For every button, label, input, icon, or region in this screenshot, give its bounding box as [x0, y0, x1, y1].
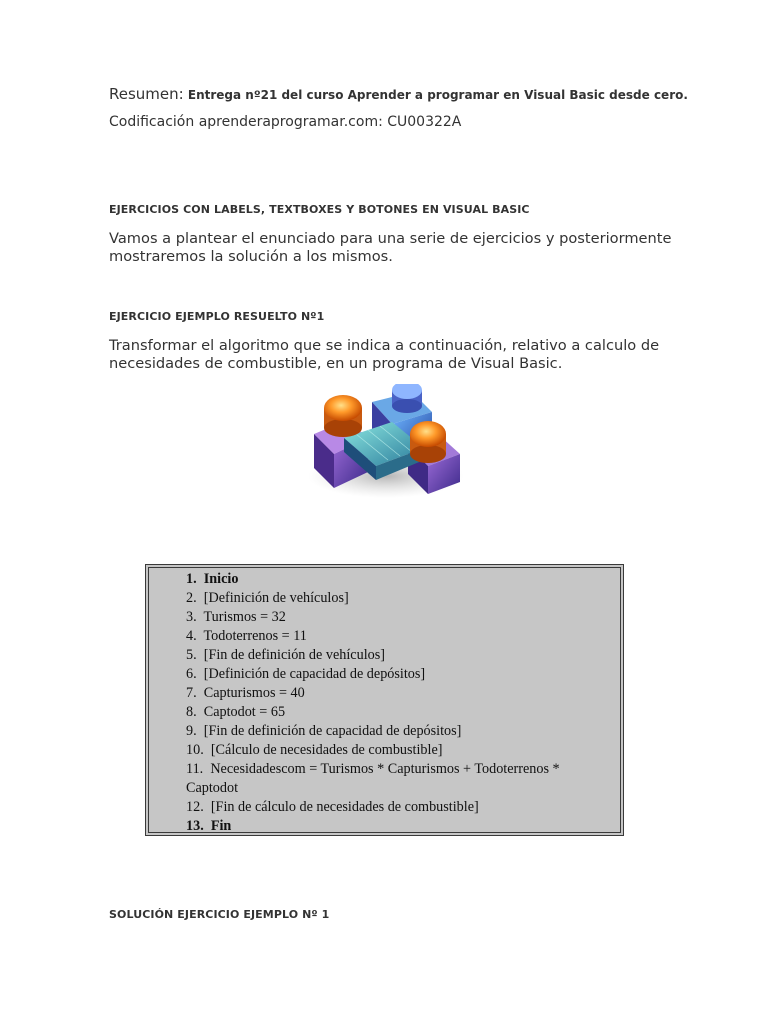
algorithm-list [186, 570, 606, 836]
exercise-paragraph-line-1: Transformar el algoritmo que se indica a continuación, relativo a calculo de [109, 337, 660, 354]
exercise-paragraph [109, 337, 669, 373]
section-heading-exercises: EJERCICIOS CON LABELS, TEXTBOXES Y BOTONES EN VISUAL BASIC [109, 203, 530, 216]
algorithm-step-text: [Definición de capacidad de depósitos] [203, 666, 426, 682]
algorithm-step [186, 684, 606, 703]
algorithm-step-number: 6. [186, 666, 197, 682]
algorithm-step-number: 11. [186, 761, 204, 777]
algorithm-step-number: 13. [186, 818, 204, 834]
algorithm-step [186, 703, 606, 722]
algorithm-step [186, 608, 606, 627]
algorithm-step-number: 12. [186, 799, 204, 815]
algorithm-step [186, 760, 606, 798]
algorithm-step [186, 817, 606, 836]
algorithm-step-text: Turismos = 32 [203, 609, 286, 625]
algorithm-step-number: 7. [186, 685, 197, 701]
algorithm-step [186, 741, 606, 760]
algorithm-step [186, 570, 606, 589]
summary-text: Entrega nº21 del curso Aprender a programar en Visual Basic desde cero. [183, 88, 688, 102]
algorithm-step [186, 627, 606, 646]
algorithm-step-number: 8. [186, 704, 197, 720]
section-heading-example-1: EJERCICIO EJEMPLO RESUELTO Nº1 [109, 310, 325, 323]
algorithm-step-number: 1. [186, 571, 197, 587]
algorithm-step-text: Capturismos = 40 [203, 685, 305, 701]
coding-line: Codificación aprenderaprogramar.com: CU00322A [109, 114, 462, 130]
algorithm-step-text: [Fin de definición de capacidad de depósitos] [203, 723, 462, 739]
algorithm-step [186, 646, 606, 665]
algorithm-step-number: 10. [186, 742, 204, 758]
algorithm-step-text: [Fin de definición de vehículos] [203, 647, 385, 663]
exercise-paragraph-line-2: necesidades de combustible, en un programa de Visual Basic. [109, 355, 563, 372]
algorithm-step [186, 665, 606, 684]
algorithm-step-text: Todoterrenos = 11 [203, 628, 307, 644]
algorithm-step-number: 4. [186, 628, 197, 644]
algorithm-step [186, 589, 606, 608]
algorithm-step-number: 5. [186, 647, 197, 663]
intro-paragraph [109, 230, 672, 266]
summary-line [109, 85, 688, 103]
algorithm-step-number: 9. [186, 723, 197, 739]
algorithm-step [186, 722, 606, 741]
section-heading-solution: SOLUCIÓN EJERCICIO EJEMPLO Nº 1 [109, 908, 330, 921]
intro-paragraph-line-2: mostraremos la solución a los mismos. [109, 248, 393, 265]
algorithm-step-text: Necesidadescom = Turismos * Capturismos + Todoterrenos * Captodot [186, 761, 560, 796]
algorithm-step [186, 798, 606, 817]
algorithm-step-text: [Cálculo de necesidades de combustible] [210, 742, 443, 758]
summary-label: Resumen: [109, 85, 184, 103]
algorithm-box [145, 564, 624, 836]
visual-basic-logo-icon [300, 384, 470, 500]
algorithm-step-text: Captodot = 65 [203, 704, 286, 720]
algorithm-step-text: [Definición de vehículos] [203, 590, 349, 606]
intro-paragraph-line-1: Vamos a plantear el enunciado para una serie de ejercicios y posteriormente [109, 230, 672, 247]
algorithm-step-text: Fin [210, 818, 232, 834]
algorithm-step-text: Inicio [203, 571, 239, 587]
algorithm-step-number: 3. [186, 609, 197, 625]
algorithm-step-number: 2. [186, 590, 197, 606]
algorithm-step-text: [Fin de cálculo de necesidades de combustible] [210, 799, 479, 815]
